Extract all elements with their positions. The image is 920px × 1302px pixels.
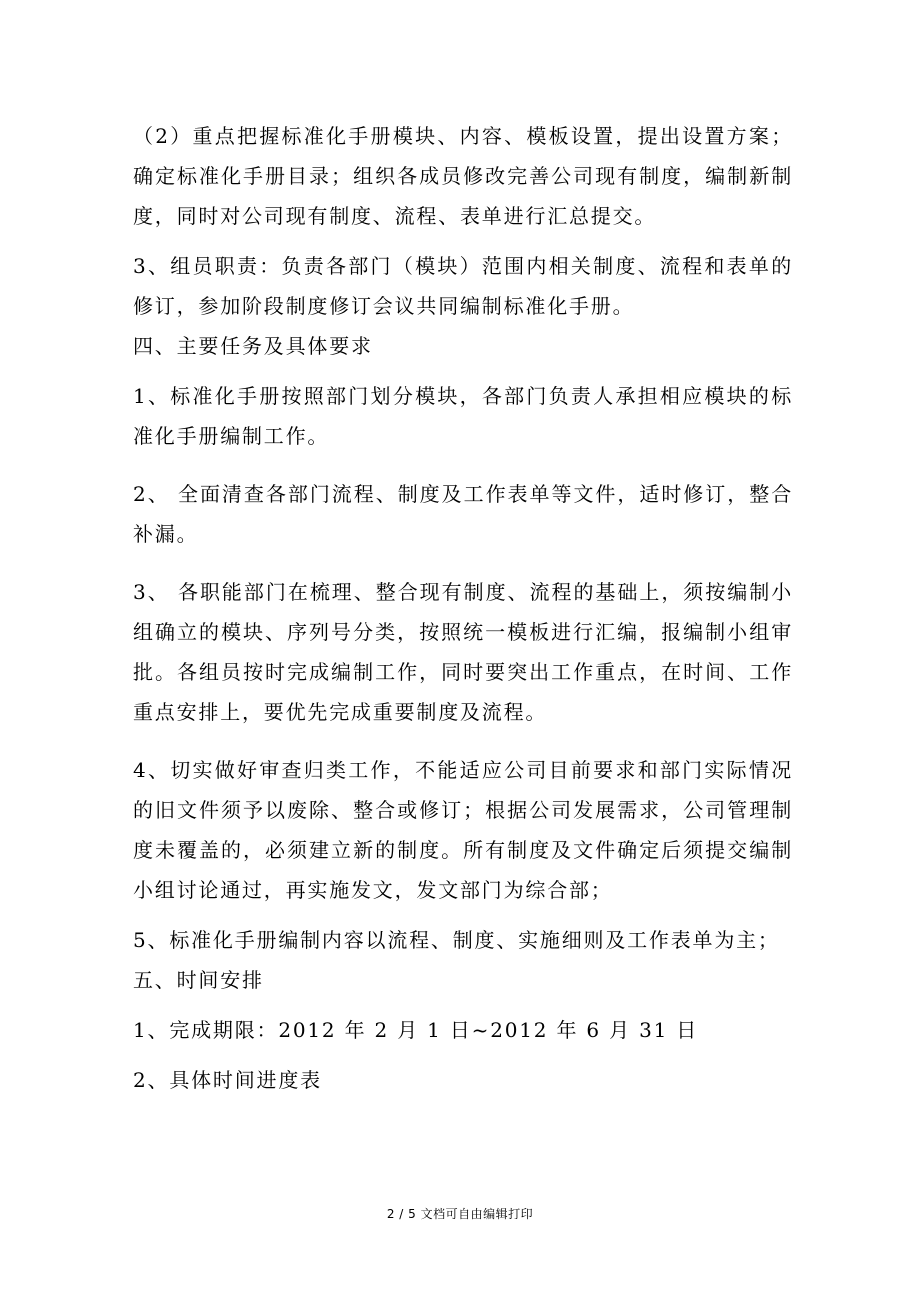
paragraph-task-5: 5、标准化手册编制内容以流程、制度、实施细则及工作表单为主； — [133, 928, 780, 952]
paragraph-progress-table-label: 2、具体时间进度表 — [133, 1068, 322, 1092]
paragraph-task-4: 4、切实做好审查归类工作，不能适应公司目前要求和部门实际情况的旧文件须予以废除、整合或修订；根据公司发展需求，公司管理制度未覆盖的，必须建立新的制度。所有制度及文件确定后须提交编制小组讨论通过，再实施发文，发文部门为综合部； — [133, 758, 793, 902]
section-heading-tasks: 四、主要任务及具体要求 — [133, 334, 373, 358]
section-heading-schedule: 五、时间安排 — [133, 968, 264, 992]
paragraph-deadline: 1、完成期限：2012 年 2 月 1 日~2012 年 6 月 31 日 — [133, 1018, 699, 1042]
page-footer: 2 / 5 文档可自由编辑打印 — [386, 1207, 534, 1221]
paragraph-task-2: 2、 全面清查各部门流程、制度及工作表单等文件，适时修订，整合补漏。 — [133, 482, 793, 546]
document-body — [133, 116, 793, 1100]
paragraph-task-3: 3、 各职能部门在梳理、整合现有制度、流程的基础上，须按编制小组确立的模块、序列号分类，按照统一模板进行汇编，报编制小组审批。各组员按时完成编制工作，同时要突出工作重点，在时间、工作重点安排上，要优先完成重要制度及流程。 — [133, 580, 793, 724]
paragraph-task-1: 1、标准化手册按照部门划分模块，各部门负责人承担相应模块的标准化手册编制工作。 — [133, 384, 793, 448]
paragraph-responsibility-2: （2）重点把握标准化手册模块、内容、模板设置，提出设置方案；确定标准化手册目录；组织各成员修改完善公司现有制度，编制新制度，同时对公司现有制度、流程、表单进行汇总提交。 — [133, 124, 793, 228]
paragraph-member-duties: 3、组员职责：负责各部门（模块）范围内相关制度、流程和表单的修订，参加阶段制度修订会议共同编制标准化手册。 — [133, 254, 793, 318]
